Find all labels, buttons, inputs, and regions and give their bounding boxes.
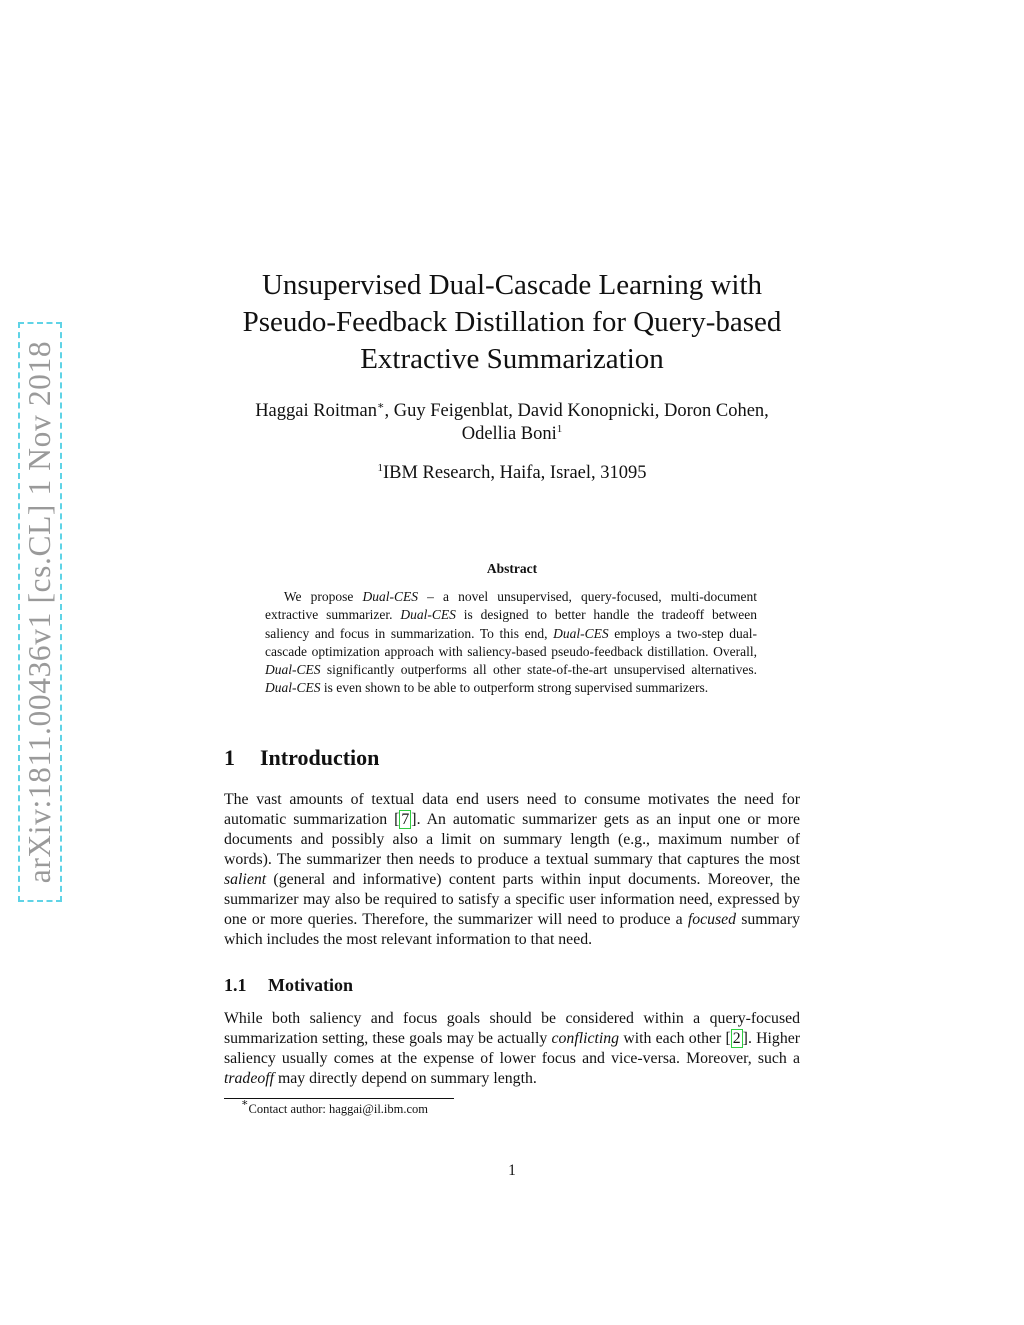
- section-number: 1: [224, 745, 235, 770]
- body-text: (general and informative) content parts within input documents. Moreover, the summarizer may also be required to satisfy a specific user information need, expressed by one or more queries. Therefore, the summarizer will need to produce a: [224, 871, 800, 928]
- motivation-paragraph: [224, 1009, 800, 1089]
- section-title: Introduction: [260, 745, 380, 770]
- author-last: Odellia Boni: [461, 424, 557, 444]
- motivation-body: [224, 1009, 800, 1089]
- emphasis-text: focused: [687, 911, 737, 928]
- citation-link[interactable]: 7: [401, 811, 410, 828]
- footnote-text: Contact author: haggai@il.ibm.com: [248, 1102, 429, 1116]
- author-first: Haggai Roitman: [255, 401, 377, 421]
- body-text: may directly depend on summary length.: [274, 1070, 537, 1087]
- abstract-paragraph: [265, 588, 757, 698]
- introduction-body: [224, 790, 800, 950]
- arxiv-stamp-text: arXiv:1811.00436v1 [cs.CL] 1 Nov 2018: [22, 340, 57, 884]
- emphasis-text: conflicting: [551, 1030, 620, 1047]
- author-line-2: [180, 423, 844, 446]
- title-line: Extractive Summarization: [360, 343, 664, 375]
- citation-link[interactable]: 2: [732, 1030, 741, 1047]
- body-text: [: [725, 1030, 731, 1047]
- body-text: – a novel unsupervised, query-focused, multi-document extractive summarizer.: [265, 589, 757, 623]
- body-text: is designed to better handle the tradeoff between saliency and focus in summarization. To this end,: [265, 607, 757, 641]
- abstract-heading: Abstract: [486, 561, 538, 576]
- author-line-1: [180, 400, 844, 423]
- introduction-paragraph: [224, 790, 800, 950]
- author-mark: ∗: [376, 400, 385, 412]
- subsection-title: Motivation: [268, 975, 353, 995]
- body-text: is even shown to be able to outperform strong supervised summarizers.: [320, 680, 709, 696]
- body-text: ]: [411, 811, 417, 828]
- footnote-rule: [224, 1098, 454, 1099]
- body-text: ]: [742, 1030, 748, 1047]
- author-rest: , Guy Feigenblat, David Konopnicki, Doron Cohen,: [384, 401, 769, 421]
- emphasis-text: Dual-CES: [400, 607, 456, 623]
- body-text: employs a two-step dual-cascade optimization approach with saliency-based pseudo-feedback distillation. Overall,: [265, 625, 757, 659]
- emphasis-text: salient: [224, 871, 267, 888]
- emphasis-text: Dual-CES: [553, 625, 609, 641]
- emphasis-text: Dual-CES: [265, 680, 321, 696]
- footnote-mark: ∗: [241, 1097, 249, 1109]
- body-text: significantly outperforms all other state-of-the-art unsupervised alternatives.: [320, 662, 757, 678]
- body-text: . An automatic summarizer gets as an input one or more documents and possibly also a limit on summary length (e.g., maximum number of words). The summarizer then needs to produce a textual summary that captures the most: [224, 811, 801, 868]
- section-heading-introduction: [224, 745, 379, 771]
- affiliation: [180, 462, 844, 485]
- emphasis-text: Dual-CES: [265, 662, 321, 678]
- body-text: We propose: [283, 589, 363, 604]
- page-number: 1: [508, 1162, 516, 1179]
- arxiv-stamp: [18, 322, 62, 902]
- emphasis-text: Dual-CES: [362, 589, 419, 604]
- footnote: [241, 1097, 429, 1117]
- title-line: Pseudo-Feedback Distillation for Query-based: [242, 306, 782, 338]
- title-line: Unsupervised Dual-Cascade Learning with: [261, 269, 763, 301]
- body-text: summary which includes the most relevant information to that need.: [224, 911, 800, 948]
- body-text: While both saliency and focus goals should be considered within a query-focused summarization setting, these goals may be actually: [224, 1010, 800, 1047]
- author-list: [180, 400, 844, 446]
- body-text: . Higher saliency usually comes at the expense of lower focus and vice-versa. Moreover, such a: [224, 1030, 800, 1067]
- subsection-heading-motivation: [224, 975, 353, 996]
- paper-title: [180, 267, 844, 378]
- body-text: The vast amounts of textual data end users need to consume motivates the need for automatic summarization: [224, 791, 800, 828]
- body-text: [: [394, 811, 400, 828]
- body-text: with each other: [619, 1030, 726, 1047]
- abstract: [265, 588, 757, 698]
- emphasis-text: tradeoff: [224, 1070, 275, 1087]
- subsection-number: 1.1: [224, 975, 247, 995]
- affiliation-sup: 1: [377, 462, 383, 474]
- affiliation-text: IBM Research, Haifa, Israel, 31095: [382, 463, 647, 483]
- author-last-sup: 1: [556, 423, 563, 435]
